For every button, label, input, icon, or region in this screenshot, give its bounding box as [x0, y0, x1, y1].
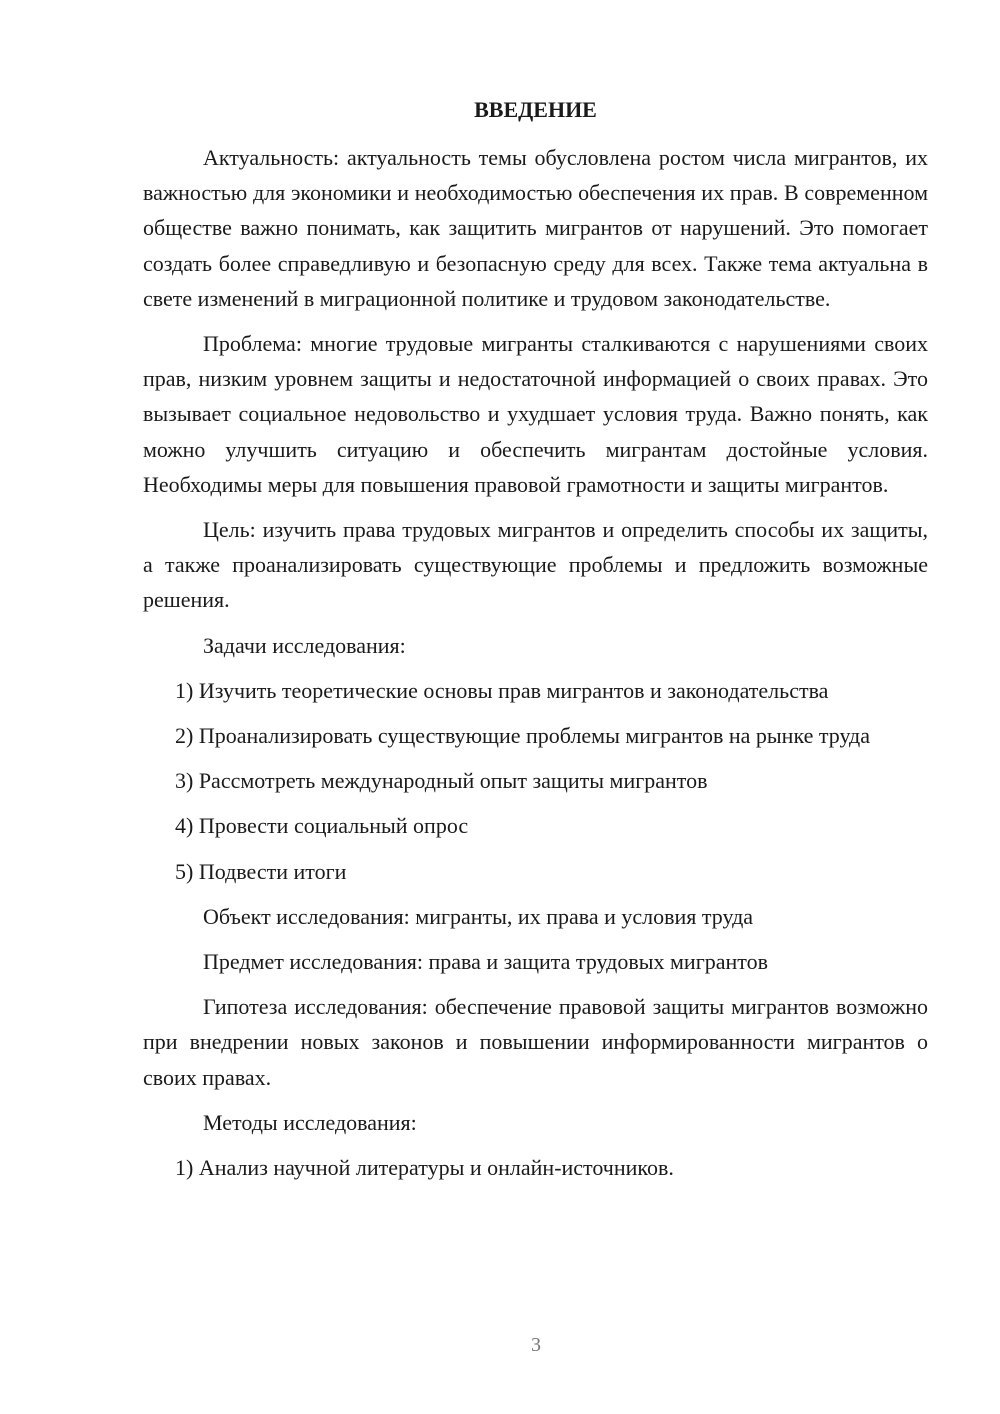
task-item: 5) Подвести итоги	[175, 858, 347, 884]
object-paragraph: Объект исследования: мигранты, их права и условия труда	[203, 903, 754, 929]
page-title: ВВЕДЕНИЕ	[474, 97, 597, 122]
hypothesis-paragraph: Гипотеза исследования: обеспечение правовой защиты мигрантов возможно при внедрении новых законов и повышении информированности мигрантов о своих правах.	[143, 994, 928, 1090]
goal-paragraph: Цель: изучить права трудовых мигрантов и определить способы их защиты, а также проанализировать существующие проблемы и предложить возможные решения.	[143, 517, 928, 613]
method-item: 1) Анализ научной литературы и онлайн-источников.	[175, 1155, 674, 1181]
page-content	[143, 92, 928, 1195]
task-item: 4) Провести социальный опрос	[175, 813, 469, 839]
problem-paragraph: Проблема: многие трудовые мигранты сталкиваются с нарушениями своих прав, низким уровнем защиты и недостаточной информацией о своих правах. Это вызывает социальное недовольство и ухудшает условия труда. Важно понять, как можно улучшить ситуацию и обеспечить мигрантам достойные условия. Необходимы меры для повышения правовой грамотности и защиты мигрантов.	[143, 331, 928, 497]
subject-paragraph: Предмет исследования: права и защита трудовых мигрантов	[203, 949, 768, 975]
relevance-paragraph: Актуальность: актуальность темы обусловлена ростом числа мигрантов, их важностью для экономики и необходимостью обеспечения их прав. В современном обществе важно понимать, как защитить мигрантов от нарушений. Это помогает создать более справедливую и безопасную среду для всех. Также тема актуальна в свете изменений в миграционной политике и трудовом законодательстве.	[143, 145, 928, 311]
task-item: 2) Проанализировать существующие проблемы мигрантов на рынке труда	[175, 723, 871, 749]
task-item: 3) Рассмотреть международный опыт защиты мигрантов	[175, 768, 708, 794]
task-item: 1) Изучить теоретические основы прав мигрантов и законодательства	[175, 677, 829, 703]
tasks-heading: Задачи исследования:	[203, 632, 406, 658]
page-number: 3	[531, 1334, 541, 1356]
methods-heading: Методы исследования:	[203, 1109, 417, 1135]
